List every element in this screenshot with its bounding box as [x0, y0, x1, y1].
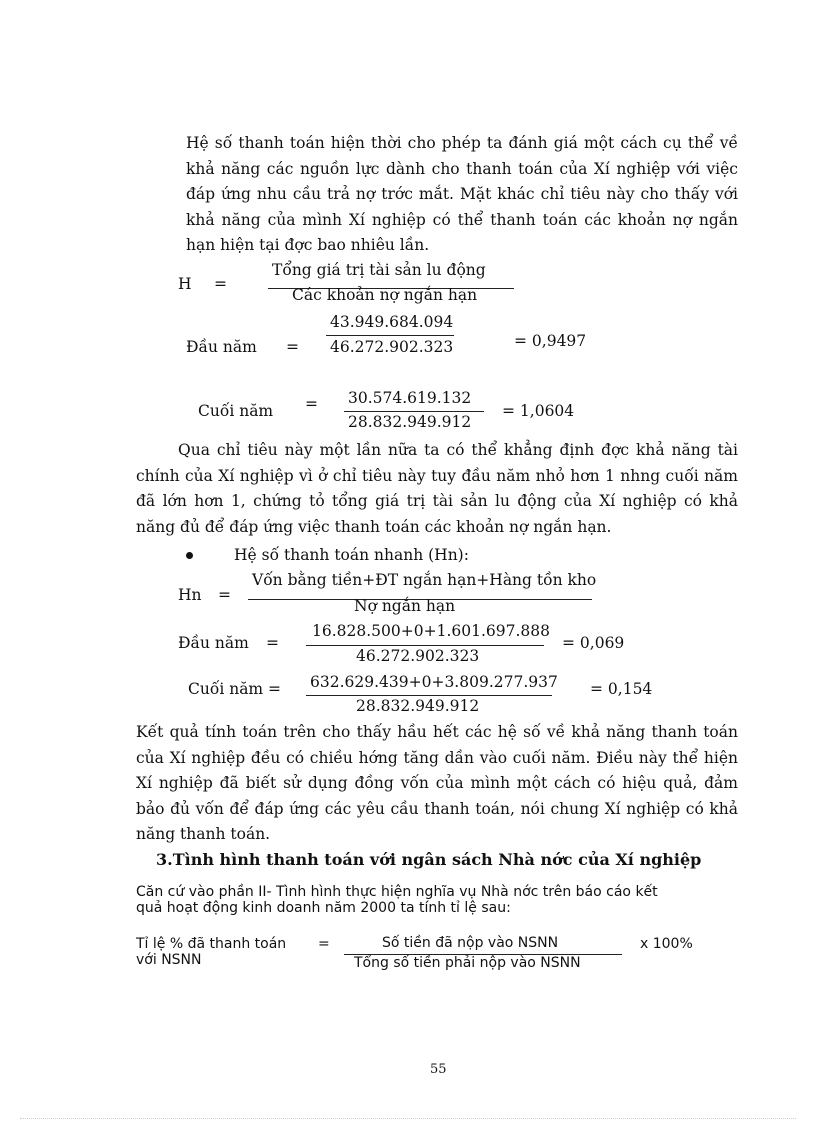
- h-end-eq: =: [305, 395, 318, 413]
- formula-pct-eq: =: [318, 936, 330, 952]
- formula-pct-numerator: Số tiền đã nộp vào NSNN: [382, 935, 559, 951]
- h-end-denominator: 28.832.949.912: [348, 413, 472, 431]
- paragraph-basis-line1: Căn cứ vào phần II- Tình hình thực hiện nghĩa vụ Nhà nớc trên báo cáo kết: [136, 884, 658, 900]
- hn-end-result: = 0,154: [590, 680, 653, 698]
- hn-start-numerator: 16.828.500+0+1.601.697.888: [312, 622, 550, 640]
- bullet-dot: [186, 552, 193, 559]
- hn-start-label: Đầu năm: [178, 634, 249, 652]
- formula-hn-label: Hn: [178, 586, 202, 604]
- hn-end-fraction-bar: [306, 695, 552, 696]
- hn-end-denominator: 28.832.949.912: [356, 697, 480, 715]
- formula-h-eq: =: [214, 275, 227, 293]
- hn-start-denominator: 46.272.902.323: [356, 647, 480, 665]
- h-start-numerator: 43.949.684.094: [330, 313, 454, 331]
- paragraph-current-ratio: Hệ số thanh toán hiện thời cho phép ta đánh giá một cách cụ thể về khả năng các nguồn lực dành cho thanh toán của Xí nghiệp với việc đáp ứng nhu cầu trả nợ trớc mắt. Mặt khác chỉ tiêu này cho thấy với khả năng của mình Xí nghiệp có thể thanh toán các khoản nợ ngắn hạn hiện tại đợc bao nhiêu lần.: [186, 134, 738, 254]
- h-start-label: Đầu năm: [186, 338, 257, 356]
- h-start-fraction-bar: [326, 335, 454, 336]
- formula-h-denominator: Các khoản nợ ngắn hạn: [292, 286, 478, 304]
- hn-start-fraction-bar: [306, 645, 544, 646]
- hn-start-result: = 0,069: [562, 634, 625, 652]
- formula-hn-eq: =: [218, 586, 231, 604]
- h-end-fraction-bar: [344, 411, 484, 412]
- hn-start-eq: =: [266, 634, 279, 652]
- formula-pct-label-line2: với NSNN: [136, 952, 202, 968]
- h-start-denominator: 46.272.902.323: [330, 338, 454, 356]
- h-end-label: Cuối năm: [198, 402, 274, 420]
- paragraph-assessment: Qua chỉ tiêu này một lần nữa ta có thể khẳng định đợc khả năng tài chính của Xí nghiệp vì ở chỉ tiêu này tuy đầu năm nhỏ hơn 1 nhng cuối năm đã lớn hơn 1, chứng tỏ tổng giá trị tài sản lu động của Xí nghiệp có khả năng đủ để đáp ứng việc thanh toán các khoản nợ ngắn hạn.: [136, 441, 738, 536]
- hn-end-label: Cuối năm: [188, 680, 264, 698]
- h-start-result: = 0,9497: [514, 332, 587, 350]
- formula-pct-label-line1: Tỉ lệ % đã thanh toán: [136, 936, 287, 952]
- formula-hn-numerator: Vốn bằng tiền+ĐT ngắn hạn+Hàng tồn kho: [252, 571, 597, 589]
- bullet-quick-ratio: Hệ số thanh toán nhanh (Hn):: [234, 546, 469, 564]
- formula-pct-times: x 100%: [640, 936, 693, 952]
- hn-end-numerator: 632.629.439+0+3.809.277.937: [310, 673, 558, 691]
- formula-h-label: H: [178, 275, 192, 293]
- formula-pct-denominator: Tổng số tiền phải nộp vào NSNN: [354, 955, 581, 971]
- formula-hn-denominator: Nợ ngắn hạn: [354, 597, 456, 615]
- formula-h-numerator: Tổng giá trị tài sản lu động: [272, 261, 486, 279]
- h-start-eq: =: [286, 338, 299, 356]
- paragraph-basis-line2: quả hoạt động kinh doanh năm 2000 ta tính tỉ lệ sau:: [136, 900, 511, 916]
- section-heading-3: 3.Tình hình thanh toán với ngân sách Nhà nớc của Xí nghiệp: [156, 850, 702, 869]
- h-end-result: = 1,0604: [502, 402, 575, 420]
- page-number: 55: [430, 1062, 447, 1077]
- hn-end-eq: =: [268, 680, 281, 698]
- h-end-numerator: 30.574.619.132: [348, 389, 472, 407]
- footer-dotted-rule: [20, 1118, 796, 1119]
- paragraph-conclusion: Kết quả tính toán trên cho thấy hầu hết các hệ số về khả năng thanh toán của Xí nghiệp đều có chiều hớng tăng dần vào cuối năm. Điều này thể hiện Xí nghiệp đã biết sử dụng đồng vốn của mình một cách có hiệu quả, đảm bảo đủ vốn để đáp ứng các yêu cầu thanh toán, nói chung Xí nghiệp có khả năng thanh toán.: [136, 723, 738, 843]
